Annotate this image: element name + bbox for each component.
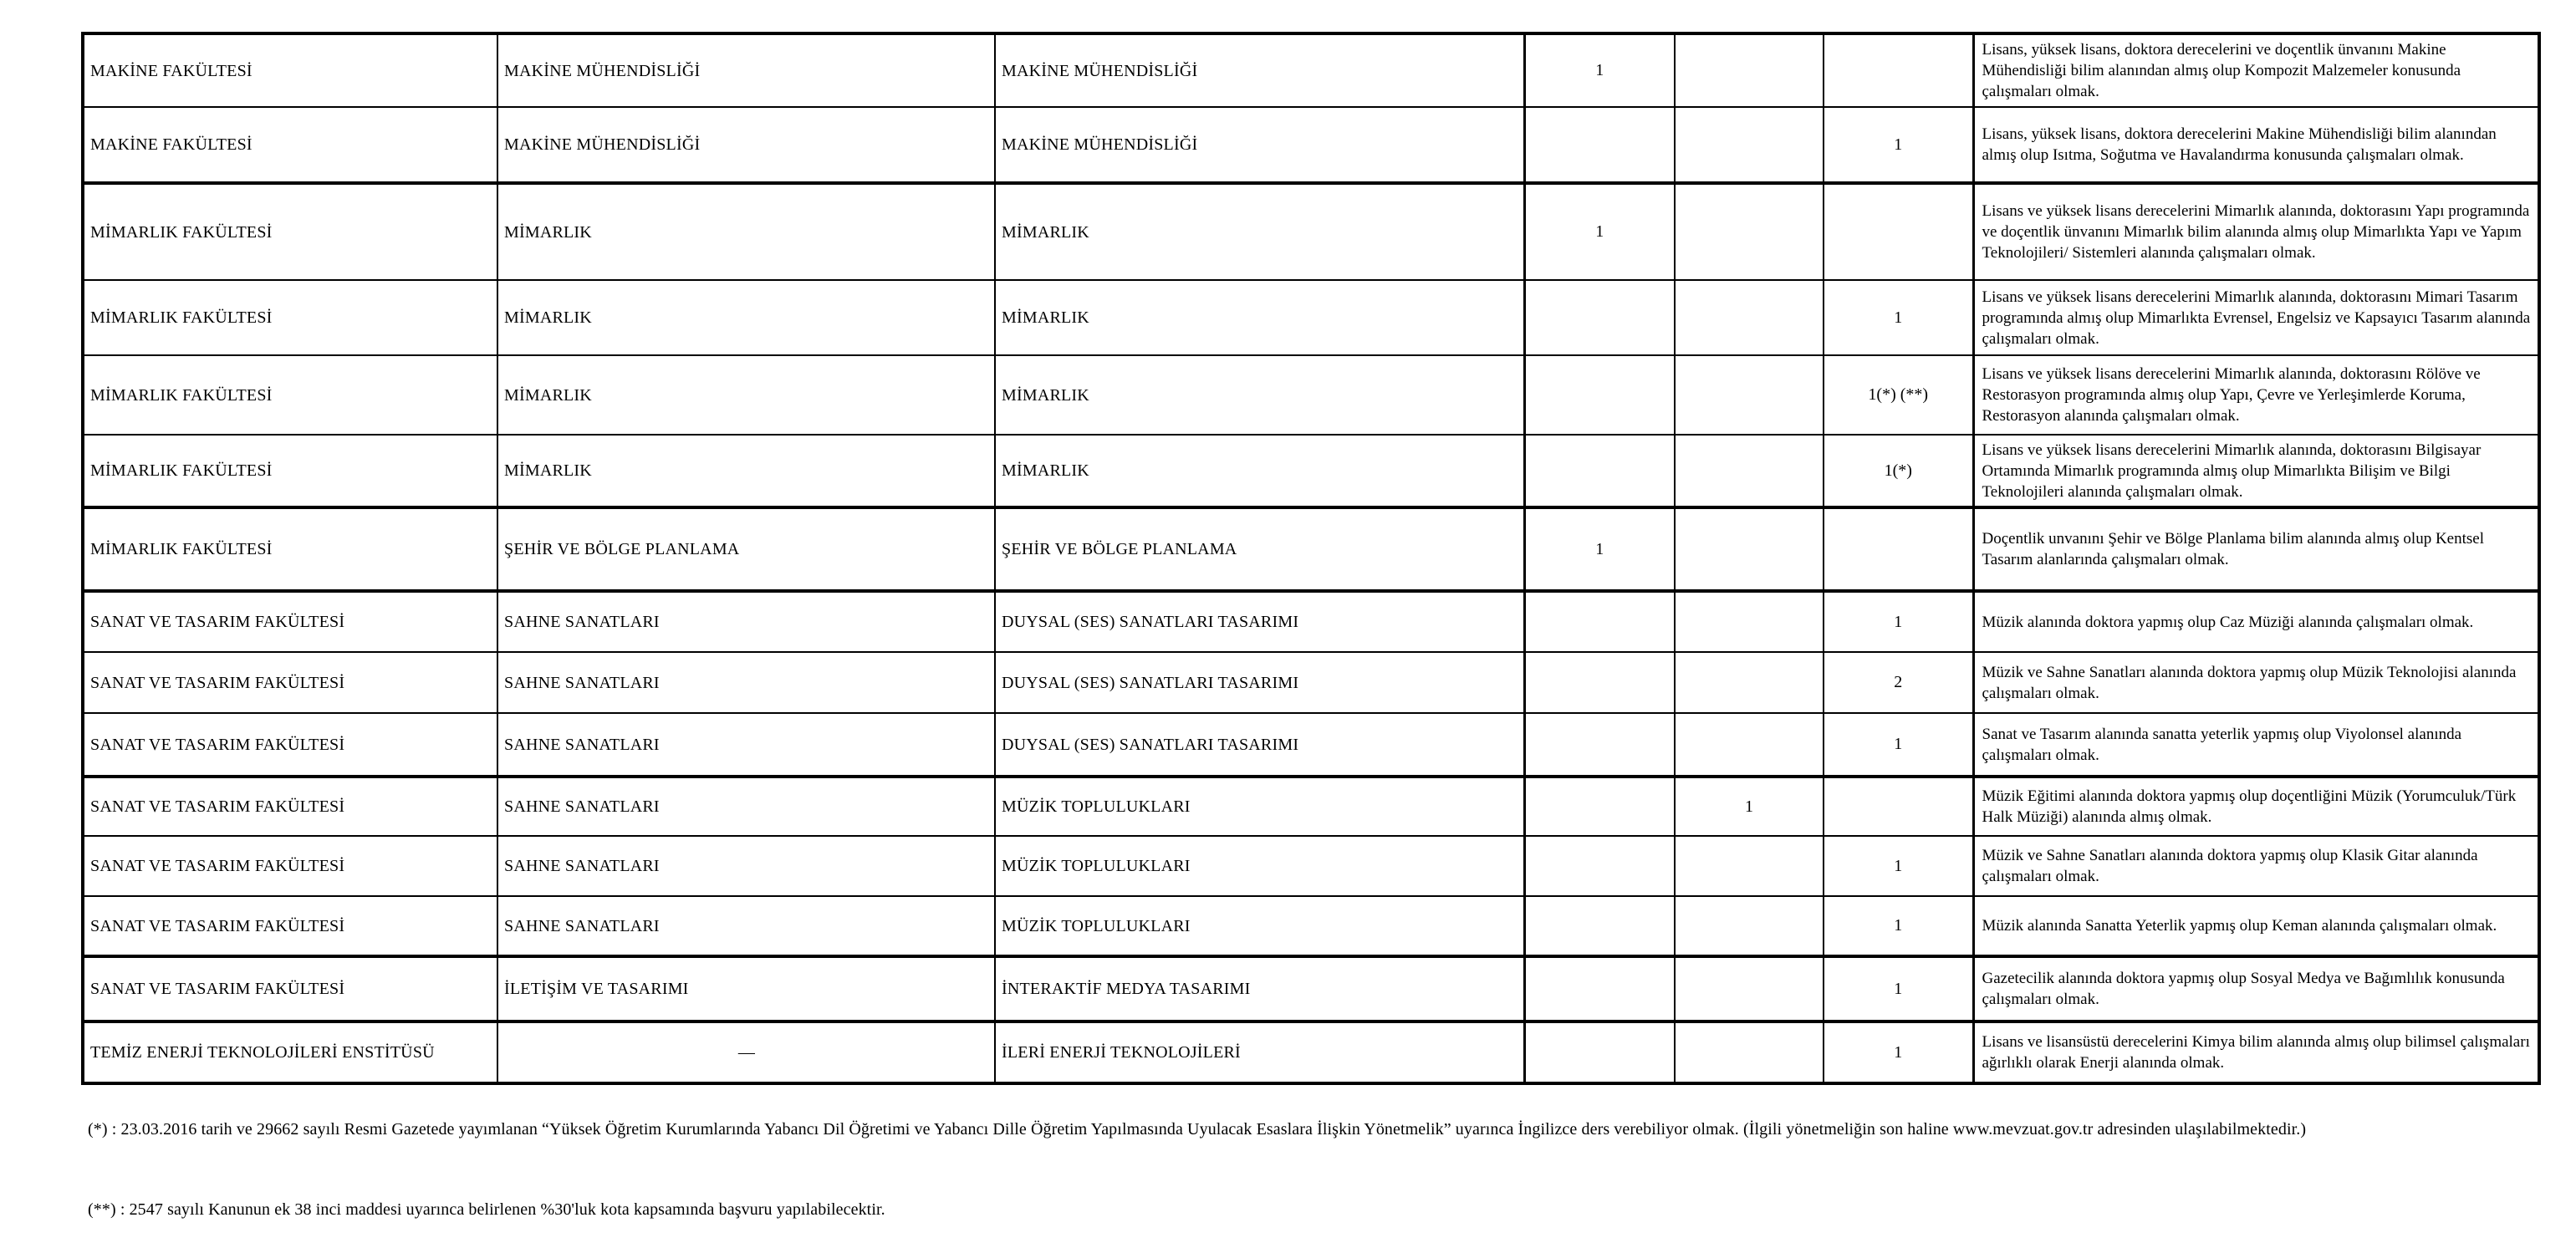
table-row [83,836,2539,896]
department-cell: SAHNE SANATLARI [497,652,995,713]
table-row [83,896,2539,956]
count-col1-cell [1524,280,1675,355]
faculty-cell: MAKİNE FAKÜLTESİ [83,33,497,107]
academic-positions-table [81,32,2541,1085]
department-cell: MİMARLIK [497,183,995,280]
description-cell: Müzik ve Sahne Sanatları alanında doktora yapmış olup Müzik Teknolojisi alanında çalışmaları olmak. [1973,652,2539,713]
description-cell: Doçentlik unvanını Şehir ve Bölge Planlama bilim alanında almış olup Kentsel Tasarım alanlarında çalışmaları olmak. [1973,507,2539,591]
program-cell: İLERİ ENERJİ TEKNOLOJİLERİ [995,1021,1524,1083]
program-cell: MİMARLIK [995,280,1524,355]
description-cell: Müzik ve Sahne Sanatları alanında doktora yapmış olup Klasik Gitar alanında çalışmaları olmak. [1973,836,2539,896]
table-row [83,591,2539,652]
program-cell: MÜZİK TOPLULUKLARI [995,896,1524,956]
department-cell: SAHNE SANATLARI [497,896,995,956]
count-col2-cell: 1 [1675,777,1824,836]
count-col3-cell [1824,777,1973,836]
faculty-cell: SANAT VE TASARIM FAKÜLTESİ [83,777,497,836]
count-col3-cell: 2 [1824,652,1973,713]
count-col3-cell: 1(*) [1824,435,1973,507]
count-col2-cell [1675,507,1824,591]
department-cell: MİMARLIK [497,435,995,507]
table-row [83,33,2539,107]
faculty-cell: SANAT VE TASARIM FAKÜLTESİ [83,652,497,713]
count-col1-cell [1524,591,1675,652]
count-col1-cell [1524,777,1675,836]
table-row [83,713,2539,777]
faculty-cell: SANAT VE TASARIM FAKÜLTESİ [83,591,497,652]
program-cell: ŞEHİR VE BÖLGE PLANLAMA [995,507,1524,591]
count-col1-cell [1524,956,1675,1021]
count-col2-cell [1675,836,1824,896]
program-cell: DUYSAL (SES) SANATLARI TASARIMI [995,591,1524,652]
faculty-cell: TEMİZ ENERJİ TEKNOLOJİLERİ ENSTİTÜSÜ [83,1021,497,1083]
program-cell: DUYSAL (SES) SANATLARI TASARIMI [995,652,1524,713]
count-col2-cell [1675,183,1824,280]
count-col1-cell [1524,652,1675,713]
program-cell: MÜZİK TOPLULUKLARI [995,836,1524,896]
department-cell: SAHNE SANATLARI [497,836,995,896]
faculty-cell: SANAT VE TASARIM FAKÜLTESİ [83,896,497,956]
description-cell: Lisans, yüksek lisans, doktora derecelerini ve doçentlik ünvanını Makine Mühendisliği bilim alanından almış olup Kompozit Malzemeler konusunda çalışmaları olmak. [1973,33,2539,107]
description-cell: Lisans ve lisansüstü derecelerini Kimya bilim alanında almış olup bilimsel çalışmaları ağırlıklı olarak Enerji alanında olmak. [1973,1021,2539,1083]
footnote-double-asterisk: (**) : 2547 sayılı Kanunun ek 38 inci maddesi uyarınca belirlenen %30'luk kota kapsamında başvuru yapılabilecektir. [88,1200,885,1219]
description-cell: Gazetecilik alanında doktora yapmış olup Sosyal Medya ve Bağımlılık konusunda çalışmaları olmak. [1973,956,2539,1021]
program-cell: MİMARLIK [995,355,1524,435]
faculty-cell: MİMARLIK FAKÜLTESİ [83,355,497,435]
description-cell: Lisans ve yüksek lisans derecelerini Mimarlık alanında, doktorasını Mimari Tasarım programında almış olup Mimarlıkta Evrensel, Engelsiz ve Kapsayıcı Tasarım alanında çalışmaları olmak. [1973,280,2539,355]
count-col2-cell [1675,1021,1824,1083]
description-cell: Lisans ve yüksek lisans derecelerini Mimarlık alanında, doktorasını Rölöve ve Restorasyon programında almış olup Yapı, Çevre ve Yerleşimlerde Koruma, Restorasyon alanında çalışmaları olmak. [1973,355,2539,435]
table-body [83,33,2539,1083]
count-col1-cell: 1 [1524,183,1675,280]
table-row [83,435,2539,507]
count-col1-cell [1524,713,1675,777]
department-cell: SAHNE SANATLARI [497,777,995,836]
count-col3-cell: 1 [1824,713,1973,777]
description-cell: Lisans ve yüksek lisans derecelerini Mimarlık alanında, doktorasını Yapı programında ve doçentlik ünvanını Mimarlık bilim alanında almış olup Mimarlıkta Yapı ve Yapım Teknolojileri/ Sistemleri alanında çalışmaları olmak. [1973,183,2539,280]
count-col3-cell: 1 [1824,1021,1973,1083]
faculty-cell: MİMARLIK FAKÜLTESİ [83,435,497,507]
faculty-cell: SANAT VE TASARIM FAKÜLTESİ [83,956,497,1021]
description-cell: Müzik alanında Sanatta Yeterlik yapmış olup Keman alanında çalışmaları olmak. [1973,896,2539,956]
count-col1-cell [1524,435,1675,507]
count-col1-cell [1524,107,1675,183]
count-col2-cell [1675,280,1824,355]
table-row [83,956,2539,1021]
count-col2-cell [1675,33,1824,107]
count-col2-cell [1675,896,1824,956]
count-col2-cell [1675,713,1824,777]
count-col3-cell: 1 [1824,896,1973,956]
count-col3-cell [1824,183,1973,280]
table-row [83,652,2539,713]
description-cell: Müzik alanında doktora yapmış olup Caz Müziği alanında çalışmaları olmak. [1973,591,2539,652]
table-row [83,507,2539,591]
table-row [83,280,2539,355]
count-col3-cell: 1 [1824,107,1973,183]
count-col3-cell: 1 [1824,836,1973,896]
faculty-cell: MİMARLIK FAKÜLTESİ [83,183,497,280]
count-col2-cell [1675,435,1824,507]
count-col2-cell [1675,107,1824,183]
count-col3-cell: 1 [1824,591,1973,652]
faculty-cell: MİMARLIK FAKÜLTESİ [83,280,497,355]
count-col2-cell [1675,956,1824,1021]
program-cell: MAKİNE MÜHENDİSLİĞİ [995,33,1524,107]
department-cell: MAKİNE MÜHENDİSLİĞİ [497,107,995,183]
description-cell: Lisans, yüksek lisans, doktora derecelerini Makine Mühendisliği bilim alanından almış olup Isıtma, Soğutma ve Havalandırma konusunda çalışmaları olmak. [1973,107,2539,183]
department-cell: SAHNE SANATLARI [497,591,995,652]
footnote-single-asterisk: (*) : 23.03.2016 tarih ve 29662 sayılı Resmi Gazetede yayımlanan “Yüksek Öğretim Kurumlarında Yabancı Dil Öğretimi ve Yabancı Dille Öğretim Yapılmasında Uyulacak Esaslara İlişkin Yönetmelik” uyarınca İngilizce ders verebiliyor olmak. (İlgili yönetmeliğin son haline www.mevzuat.gov.tr adresinden ulaşılabilmektedir.) [88,1120,2307,1139]
count-col1-cell [1524,1021,1675,1083]
count-col3-cell: 1 [1824,956,1973,1021]
count-col3-cell: 1 [1824,280,1973,355]
department-cell: — [497,1021,995,1083]
count-col1-cell: 1 [1524,33,1675,107]
description-cell: Sanat ve Tasarım alanında sanatta yeterlik yapmış olup Viyolonsel alanında çalışmaları olmak. [1973,713,2539,777]
table-row [83,183,2539,280]
table-row [83,1021,2539,1083]
department-cell: MAKİNE MÜHENDİSLİĞİ [497,33,995,107]
table-row [83,777,2539,836]
count-col1-cell [1524,896,1675,956]
department-cell: ŞEHİR VE BÖLGE PLANLAMA [497,507,995,591]
faculty-cell: SANAT VE TASARIM FAKÜLTESİ [83,713,497,777]
description-cell: Müzik Eğitimi alanında doktora yapmış olup doçentliğini Müzik (Yorumculuk/Türk Halk Müziği) alanında almış olmak. [1973,777,2539,836]
program-cell: MÜZİK TOPLULUKLARI [995,777,1524,836]
table-row [83,107,2539,183]
department-cell: İLETİŞİM VE TASARIMI [497,956,995,1021]
count-col3-cell [1824,33,1973,107]
count-col2-cell [1675,652,1824,713]
count-col2-cell [1675,355,1824,435]
count-col3-cell: 1(*) (**) [1824,355,1973,435]
table-row [83,355,2539,435]
department-cell: MİMARLIK [497,355,995,435]
department-cell: SAHNE SANATLARI [497,713,995,777]
faculty-cell: MİMARLIK FAKÜLTESİ [83,507,497,591]
faculty-cell: SANAT VE TASARIM FAKÜLTESİ [83,836,497,896]
count-col1-cell [1524,836,1675,896]
count-col1-cell: 1 [1524,507,1675,591]
program-cell: DUYSAL (SES) SANATLARI TASARIMI [995,713,1524,777]
faculty-cell: MAKİNE FAKÜLTESİ [83,107,497,183]
count-col1-cell [1524,355,1675,435]
count-col2-cell [1675,591,1824,652]
program-cell: MAKİNE MÜHENDİSLİĞİ [995,107,1524,183]
program-cell: İNTERAKTİF MEDYA TASARIMI [995,956,1524,1021]
program-cell: MİMARLIK [995,435,1524,507]
department-cell: MİMARLIK [497,280,995,355]
count-col3-cell [1824,507,1973,591]
program-cell: MİMARLIK [995,183,1524,280]
description-cell: Lisans ve yüksek lisans derecelerini Mimarlık alanında, doktorasını Bilgisayar Ortamında Mimarlık programında almış olup Mimarlıkta Bilişim ve Bilgi Teknolojileri alanında çalışmaları olmak. [1973,435,2539,507]
